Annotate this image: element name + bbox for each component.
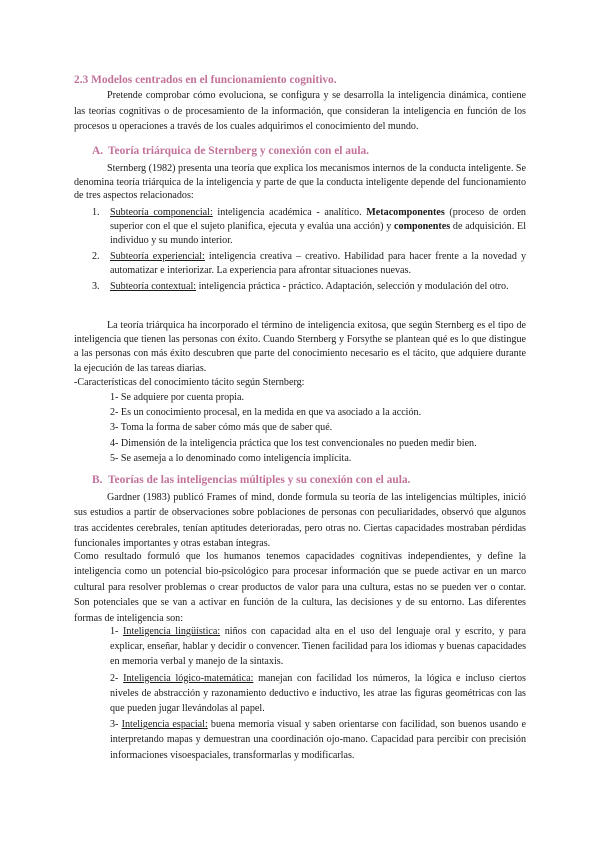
item-text: inteligencia práctica - práctico. Adaptación, selección y modulación del otro. <box>196 281 509 293</box>
list-item <box>110 671 526 717</box>
list-item <box>92 206 526 249</box>
list-number: 2- <box>110 672 119 684</box>
exitosa-paragraph: La teoría triárquica ha incorporado el término de inteligencia exitosa, que según Sternberg es el tipo de inteligencia que tienen las personas con éxito. Cuando Sternberg y Forsythe se plantean qué es lo que distingue a las personas con más éxito descubren que parte del conocimiento necesario es el tácito, que adquiere durante la ejecución de las tareas diarias. <box>74 320 526 374</box>
subsection-b-heading <box>92 474 410 486</box>
gardner-definition-paragraph: Como resultado formuló que los humanos tenemos capacidades cognitivas independientes, y define la inteligencia como un potencial bio-psicológico para procesar información que se puede activar en un marco cultural para resolver problemas o crear productos de valor para una cultura, estas no se pueden ver o contar. Son potenciales que se van a activar en función de la cultura, las decisiones y de su entorno. Las diferentes formas de inteligencia son: <box>74 551 526 624</box>
list-number: 3- <box>110 719 119 731</box>
section-heading: 2.3 Modelos centrados en el funcionamiento cognitivo. <box>74 74 337 86</box>
subsection-a-letter: A. <box>92 145 104 157</box>
subsection-b-title: Teorías de las inteligencias múltiples y su conexión con el aula. <box>108 474 411 486</box>
tacit-list <box>110 390 526 466</box>
list-number: 1- <box>110 626 119 637</box>
list-item <box>92 250 526 278</box>
subsection-a-title: Teoría triárquica de Sternberg y conexión con el aula. <box>108 145 370 157</box>
subsection-b-letter: B. <box>92 474 103 486</box>
sternberg-paragraph: Sternberg (1982) presenta una teoría que explica los mecanismos internos de la conducta inteligente. Se denomina teoría triárquica de la inteligencia y parte de que la conducta inteligente depende del funcionamiento de tres aspectos relacionados: <box>74 163 526 202</box>
item-text: de adquisición. El individuo y su mundo interior. <box>110 221 526 247</box>
term-label: Subteoría contextual: <box>110 281 197 293</box>
list-number: 3. <box>92 281 100 293</box>
list-number: 2. <box>92 251 100 263</box>
item-text: niños con capacidad alta en el uso del lenguaje oral y escrito, y para explicar, enseñar, hablar y decidir o convencer. Tienen facilidad para los idiomas y buenas capacidades en memoria verbal y manejo de la sintaxis. <box>110 626 526 668</box>
list-item: 3- Toma la forma de saber cómo más que de saber qué. <box>110 422 333 434</box>
term-label: Inteligencia lógico-matemática: <box>123 672 254 684</box>
item-text: inteligencia creativa – creativo. Habilidad para hacer frente a la novedad y automatizar e interiorizar. La experiencia para afrontar situaciones nuevas. <box>110 251 527 277</box>
gardner-paragraph: Gardner (1983) publicó Frames of mind, donde formula su teoría de las inteligencias múltiples, inició sus estudios a partir de observaciones sobre poblaciones de personas con peculiaridades, observó que algunos tras accidentes cerebrales, tenían aptitudes deterioradas, pero otras no. Ciertas capacidades mostraban pérdidas funcionales importantes y otras estaban íntegras. <box>74 492 526 550</box>
list-item: 4- Dimensión de la inteligencia práctica que los test convencionales no pueden medir bien. <box>110 437 477 449</box>
item-text: (proceso de orden superior con el que el sujeto planifica, ejecuta y evalúa una acción) y <box>110 207 526 233</box>
term-label: Inteligencia espacial: <box>121 719 208 731</box>
bold-term: componentes <box>394 221 451 233</box>
term-label: Subteoría experiencial: <box>110 251 205 263</box>
list-item: 1- Se adquiere por cuenta propia. <box>110 392 244 403</box>
list-item <box>92 280 526 294</box>
intro-paragraph: Pretende comprobar cómo evoluciona, se configura y se desarrolla la inteligencia dinámica, contiene las teorías cognitivas o de procesamiento de la información, que consideran la inteligencia en función de los procesos u operaciones a través de los cuales adquirimos el conocimiento del mundo. <box>74 90 526 133</box>
item-text: manejan con facilidad los números, la lógica e incluso ciertos niveles de abstracción y razonamiento deductivo e inductivo, les atrae las figuras geométricas con las que pueden jugar llevándolas al papel. <box>110 672 526 715</box>
term-label: Subteoría componencial: <box>110 207 213 218</box>
subtheory-list <box>92 206 526 296</box>
subsection-a-heading <box>92 145 369 157</box>
list-item <box>110 624 526 670</box>
term-label: Inteligencia lingüística: <box>123 626 221 637</box>
item-text: inteligencia académica - analítico. <box>212 207 367 218</box>
intelligences-list <box>110 624 526 763</box>
list-item <box>110 717 526 763</box>
item-text: buena memoria visual y saben orientarse con facilidad, son buenos usando e interpretando mapas y demuestran una coordinación ojo-mano. Capacidad para percibir con precisión informaciones visoespaciales, transformarlas y modificarlas. <box>110 719 526 761</box>
tacit-heading: -Características del conocimiento tácito según Sternberg: <box>74 377 305 388</box>
list-item: 5- Se asemeja a lo denominado como inteligencia implícita. <box>110 452 352 464</box>
list-item: 2- Es un conocimiento procesal, en la medida en que va asociado a la acción. <box>110 407 422 419</box>
bold-term: Metacomponentes <box>366 207 445 218</box>
list-number: 1. <box>92 207 100 218</box>
